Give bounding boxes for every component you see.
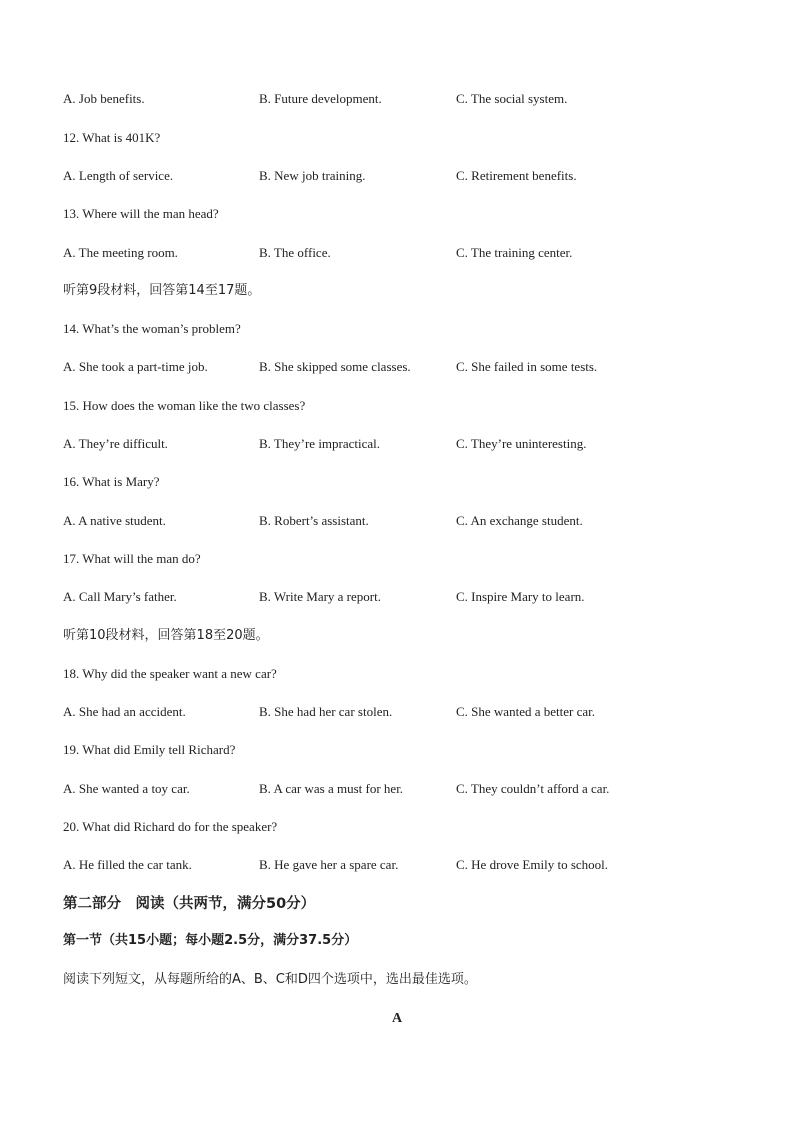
part2-section1-heading: 第一节（共15小题；每小题2.5分，满分37.5分） xyxy=(63,933,358,948)
q20-option-a: A. He filled the car tank. xyxy=(63,857,192,872)
q12-option-a: A. Length of service. xyxy=(63,168,174,183)
q14-question: 14. What’s the woman’s problem? xyxy=(63,321,241,336)
q13-options xyxy=(63,243,743,263)
q13-question: 13. Where will the man head? xyxy=(63,206,219,221)
q19-option-b: B. A car was a must for her. xyxy=(259,781,404,796)
q11-options xyxy=(63,89,743,109)
q18-option-c: C. She wanted a better car. xyxy=(456,704,595,719)
q16-option-c: C. An exchange student. xyxy=(456,513,583,528)
q16-options xyxy=(63,511,743,531)
q15-option-a: A. They’re difficult. xyxy=(63,436,168,451)
q14-option-b: B. She skipped some classes. xyxy=(259,359,411,374)
q17-option-b: B. Write Mary a report. xyxy=(259,589,381,604)
q20-options xyxy=(63,855,743,875)
q12-option-c: C. Retirement benefits. xyxy=(456,168,577,183)
q19-option-a: A. She wanted a toy car. xyxy=(63,781,190,796)
q11-option-a: A. Job benefits. xyxy=(63,91,145,106)
q12-options xyxy=(63,166,743,186)
q15-option-c: C. They’re uninteresting. xyxy=(456,436,587,451)
q11-option-b: B. Future development. xyxy=(259,91,382,106)
q20-option-b: B. He gave her a spare car. xyxy=(259,857,399,872)
q17-question: 17. What will the man do? xyxy=(63,551,201,566)
q17-options xyxy=(63,587,743,607)
part2-heading: 第二部分 阅读（共两节，满分50分） xyxy=(63,896,316,912)
q16-option-b: B. Robert’s assistant. xyxy=(259,513,369,528)
q14-option-a: A. She took a part-time job. xyxy=(63,359,208,374)
q11-option-c: C. The social system. xyxy=(456,91,568,106)
q20-option-c: C. He drove Emily to school. xyxy=(456,857,609,872)
part2-instruction: 阅读下列短文，从每题所给的A、B、C和D四个选项中，选出最佳选项。 xyxy=(63,972,477,987)
q15-options xyxy=(63,434,743,454)
q19-options xyxy=(63,779,743,799)
q16-question: 16. What is Mary? xyxy=(63,474,160,489)
q14-options xyxy=(63,357,743,377)
section9-instruction: 听第9段材料，回答第14至17题。 xyxy=(63,283,261,298)
q17-option-c: C. Inspire Mary to learn. xyxy=(456,589,585,604)
q16-option-a: A. A native student. xyxy=(63,513,166,528)
q17-option-a: A. Call Mary’s father. xyxy=(63,589,177,604)
passage-label: A xyxy=(391,1011,403,1026)
q20-question: 20. What did Richard do for the speaker? xyxy=(63,819,278,834)
q15-option-b: B. They’re impractical. xyxy=(259,436,381,451)
q12-option-b: B. New job training. xyxy=(259,168,366,183)
q18-options xyxy=(63,702,743,722)
q15-question: 15. How does the woman like the two classes? xyxy=(63,398,306,413)
q19-question: 19. What did Emily tell Richard? xyxy=(63,742,236,757)
section10-instruction: 听第10段材料，回答第18至20题。 xyxy=(63,628,269,643)
q18-option-a: A. She had an accident. xyxy=(63,704,186,719)
q13-option-a: A. The meeting room. xyxy=(63,245,178,260)
q14-option-c: C. She failed in some tests. xyxy=(456,359,598,374)
q13-option-c: C. The training center. xyxy=(456,245,573,260)
q19-option-c: C. They couldn’t afford a car. xyxy=(456,781,610,796)
q18-question: 18. Why did the speaker want a new car? xyxy=(63,666,277,681)
q13-option-b: B. The office. xyxy=(259,245,331,260)
q12-question: 12. What is 401K? xyxy=(63,130,161,145)
q18-option-b: B. She had her car stolen. xyxy=(259,704,393,719)
